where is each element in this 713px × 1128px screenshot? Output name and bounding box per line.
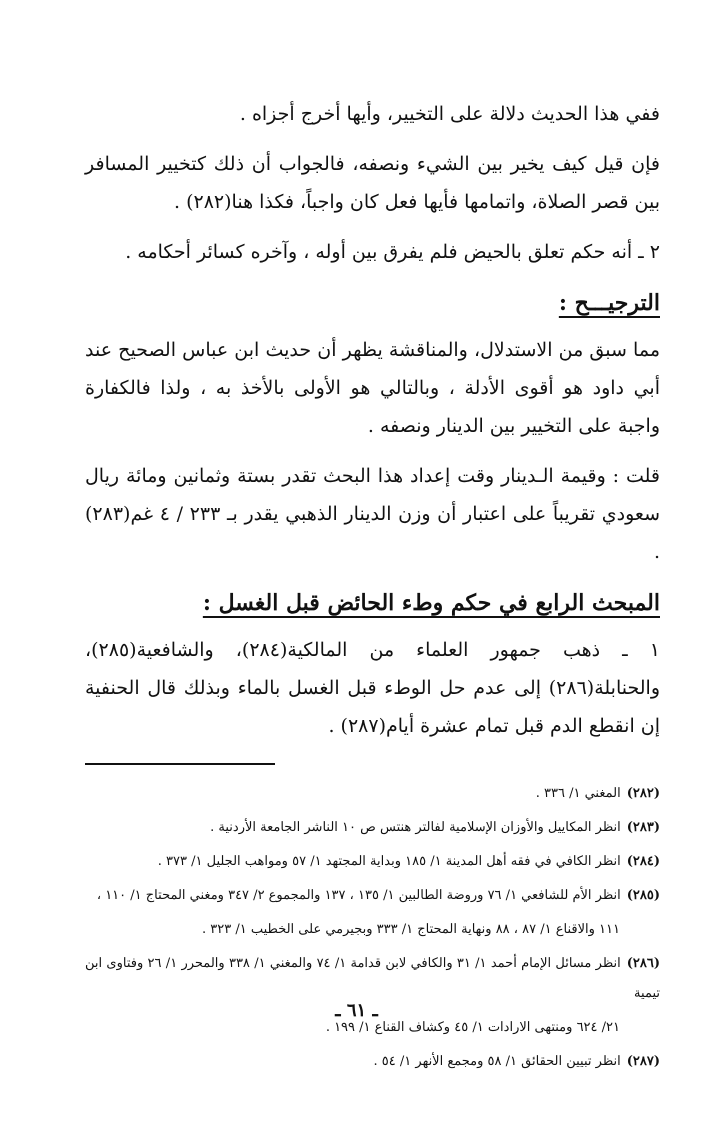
- paragraph-1: ففي هذا الحديث دلالة على التخيير، وأيها أخرج أجزاه .: [239, 103, 660, 125]
- footnote-number: (٢٨٦): [626, 956, 660, 971]
- footnote-number: (٢٨٤): [626, 854, 660, 869]
- heading-text: المبحث الرابع في حكم وطء الحائض قبل الغسل :: [202, 590, 660, 616]
- footnote-285: [85, 881, 660, 911]
- footnote-284: [85, 847, 660, 877]
- page-body: [85, 95, 660, 1081]
- footnote-text: انظر المكاييل والأوزان الإسلامية لفالتر هنتس ص ١٠ الناشر الجامعة الأردنية .: [210, 820, 621, 835]
- footnote-text: المغني ١/ ٣٣٦ .: [535, 786, 621, 801]
- footnote-number: (٢٨٥): [626, 888, 660, 903]
- footnote-283: [85, 813, 660, 843]
- page-number: ـ ٦١ ـ: [335, 1000, 378, 1021]
- paragraph-5: قلت : وقيمة الـدينار وقت إعداد هذا البحث تقدر بستة وثمانين ومائة ريال سعودي تقريباً على اعتبار أن وزن الدينار الذهبي يقدر بـ ٢٣٣ / ٤ غم(٢٨٣) .: [85, 465, 660, 563]
- footnote-286-continuation: ٢١/ ٦٢٤ ومنتهى الارادات ١/ ٤٥ وكشاف القناع ١/ ١٩٩ .: [325, 1020, 620, 1035]
- footnotes: [85, 779, 660, 1077]
- footnote-divider: [85, 763, 275, 765]
- footnote-number: (٢٨٣): [626, 820, 660, 835]
- paragraph-6: ١ ـ ذهب جمهور العلماء من المالكية(٢٨٤)، والشافعية(٢٨٥)، والحنابلة(٢٨٦) إلى عدم حل الوطء قبل الغسل بالماء وبذلك قال الحنفية إن انقطع الدم قبل تمام عشرة أيام(٢٨٧) .: [85, 639, 661, 737]
- footnote-285-continuation: ١١١ والاقناع ١/ ٨٧ ، ٨٨ ونهاية المحتاج ١/ ٣٣٣ وبجيرمي على الخطيب ١/ ٣٢٣ .: [202, 922, 620, 937]
- footnote-282: [85, 779, 660, 809]
- footnote-text: انظر مسائل الإمام أحمد ١/ ٣١ والكافي لابن قدامة ١/ ٧٤ والمغني ١/ ٣٣٨ والمحرر ١/ ٢٦ وفتاوى ابن تيمية: [85, 956, 660, 1001]
- footnote-text: انظر الأم للشافعي ١/ ٧٦ وروضة الطالبين ١/ ١٣٥ ، ١٣٧ والمجموع ٢/ ٣٤٧ ومغني المحتاج ١/ ١١٠ ،: [96, 888, 621, 903]
- paragraph-4: مما سبق من الاستدلال، والمناقشة يظهر أن حديث ابن عباس الصحيح عند أبي داود هو أقوى الأدلة ، وبالتالي هو الأولى بالأخذ به ، ولذا فالكفارة واجبة على التخيير بين الدينار ونصفه .: [85, 339, 660, 437]
- paragraph-3: ٢ ـ أنه حكم تعلق بالحيض فلم يفرق بين أوله ، وآخره كسائر أحكامه .: [125, 241, 660, 263]
- footnote-text: انظر تبيين الحقائق ١/ ٥٨ ومجمع الأنهر ١/ ٥٤ .: [373, 1054, 621, 1069]
- footnote-287: [85, 1047, 660, 1077]
- paragraph-2: فإن قيل كيف يخير بين الشيء ونصفه، فالجواب أن ذلك كتخيير المسافر بين قصر الصلاة، واتمامها فأيها فعل كان واجباً، فكذا هنا(٢٨٢) .: [85, 153, 660, 213]
- footnote-number: (٢٨٧): [626, 1054, 660, 1069]
- section-heading-fourth-topic: [85, 583, 660, 623]
- heading-text: الترجيـــح :: [558, 290, 660, 316]
- section-heading-tarjih: [85, 283, 660, 323]
- footnote-text: انظر الكافي في فقه أهل المدينة ١/ ١٨٥ وبداية المجتهد ١/ ٥٧ ومواهب الجليل ١/ ٣٧٣ .: [157, 854, 621, 869]
- footnote-number: (٢٨٢): [626, 786, 660, 801]
